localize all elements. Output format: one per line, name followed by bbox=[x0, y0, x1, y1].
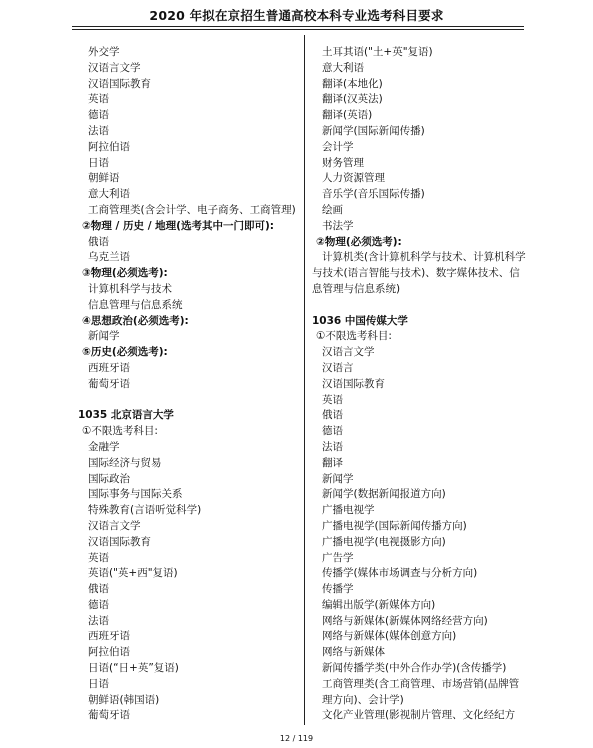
left-column-line: 汉语言文学 bbox=[88, 61, 141, 74]
right-column-line: 息管理与信息系统) bbox=[312, 282, 401, 295]
left-column-line: ④思想政治(必须选考): bbox=[82, 314, 189, 327]
right-column-line: 书法学 bbox=[322, 219, 354, 232]
right-column-line: ①不限选考科目: bbox=[316, 330, 392, 343]
left-column-line: 西班牙语 bbox=[88, 361, 130, 374]
right-column-line: 广告学 bbox=[322, 551, 354, 564]
header-rule bbox=[72, 26, 524, 27]
right-column-line: 网络与新媒体 bbox=[322, 646, 385, 659]
left-column-line: 英语("英+西"复语) bbox=[88, 567, 178, 580]
left-column-line: 德语 bbox=[88, 598, 109, 611]
right-column-line: 新闻学(数据新闻报道方向) bbox=[322, 488, 446, 501]
right-column-line: 汉语国际教育 bbox=[322, 377, 385, 390]
left-column-line: 法语 bbox=[88, 614, 109, 627]
left-column-line: ③物理(必须选考): bbox=[82, 267, 168, 280]
right-column-line: 意大利语 bbox=[322, 61, 364, 74]
left-column-line: 国际经济与贸易 bbox=[88, 456, 162, 469]
right-column-line: 与技术(语言智能与技术)、数字媒体技术、信 bbox=[312, 267, 520, 280]
left-column-line: ⑤历史(必须选考): bbox=[82, 346, 168, 359]
right-column-line: 土耳其语("土+英"复语) bbox=[322, 46, 433, 58]
left-column-line: ②物理 / 历史 / 地理(选考其中一门即可): bbox=[82, 219, 274, 232]
right-column-line: 音乐学(音乐国际传播) bbox=[322, 188, 425, 201]
left-column-line: 计算机科学与技术 bbox=[88, 282, 172, 295]
left-column-line: 乌克兰语 bbox=[88, 251, 130, 264]
page-number: 12 / 119 bbox=[279, 734, 314, 743]
left-column-line: 汉语国际教育 bbox=[88, 535, 151, 548]
left-column-line: 英语 bbox=[88, 551, 109, 564]
right-column-line: 广播电视学(电视摄影方向) bbox=[322, 535, 446, 548]
left-column-line: 俄语 bbox=[88, 235, 109, 248]
right-column-line: 翻译 bbox=[322, 456, 343, 469]
left-column-line: 俄语 bbox=[88, 583, 109, 596]
right-column-line: 翻译(英语) bbox=[322, 109, 373, 122]
left-column-line: 葡萄牙语 bbox=[88, 709, 130, 722]
left-column-line: ①不限选考科目: bbox=[82, 425, 158, 438]
header-rule-secondary bbox=[72, 29, 524, 30]
left-column-line: 工商管理类(含会计学、电子商务、工商管理) bbox=[88, 203, 296, 216]
right-column-line: 英语 bbox=[322, 393, 343, 406]
right-column-line: ②物理(必须选考): bbox=[316, 235, 402, 248]
left-column-line: 新闻学 bbox=[88, 330, 120, 343]
left-column-line: 国际事务与国际关系 bbox=[88, 488, 183, 501]
right-column-line: 汉语言 bbox=[322, 361, 354, 374]
right-column-line: 广播电视学(国际新闻传播方向) bbox=[322, 519, 467, 532]
left-column-line: 汉语言文学 bbox=[88, 519, 141, 532]
column-divider bbox=[304, 35, 305, 725]
left-column-line: 特殊教育(言语听觉科学) bbox=[88, 504, 202, 517]
right-column-line: 人力资源管理 bbox=[322, 172, 385, 185]
right-column-line: 俄语 bbox=[322, 409, 343, 422]
left-column-line: 阿拉伯语 bbox=[88, 646, 130, 659]
left-column-line: 日语(“日+英”复语) bbox=[88, 662, 179, 675]
right-column-line: 汉语言文学 bbox=[322, 346, 375, 359]
left-column-line: 法语 bbox=[88, 124, 109, 137]
left-column-line: 阿拉伯语 bbox=[88, 140, 130, 153]
left-column-line: 葡萄牙语 bbox=[88, 377, 130, 390]
left-column-line: 日语 bbox=[88, 156, 109, 169]
right-column-line: 传播学(媒体市场调查与分析方向) bbox=[322, 567, 478, 580]
right-column-line: 翻译(本地化) bbox=[322, 77, 383, 90]
right-column-line: 传播学 bbox=[322, 583, 354, 596]
right-column-line: 广播电视学 bbox=[322, 504, 375, 517]
right-column-line: 翻译(汉英法) bbox=[322, 93, 383, 106]
right-column bbox=[312, 45, 530, 724]
right-column-line: 会计学 bbox=[322, 140, 354, 153]
left-column-line: 日语 bbox=[88, 677, 109, 690]
right-column-line: 新闻传播学类(中外合作办学)(含传播学) bbox=[322, 662, 507, 675]
left-column-line: 英语 bbox=[88, 93, 109, 106]
page-title: 2020 年拟在京招生普通高校本科专业选考科目要求 bbox=[149, 8, 444, 23]
right-column-line: 计算机类(含计算机科学与技术、计算机科学 bbox=[322, 251, 526, 264]
right-column-line: 文化产业管理(影视制片管理、文化经纪方 bbox=[322, 709, 516, 722]
right-column-line: 1036 中国传媒大学 bbox=[312, 314, 408, 327]
right-column-line: 新闻学(国际新闻传播) bbox=[322, 124, 425, 137]
right-column-line: 网络与新媒体(媒体创意方向) bbox=[322, 630, 457, 643]
left-column-line: 西班牙语 bbox=[88, 630, 130, 643]
left-column-line: 国际政治 bbox=[88, 472, 130, 485]
right-column-line: 财务管理 bbox=[322, 156, 364, 169]
left-column-line bbox=[78, 393, 300, 409]
left-column bbox=[78, 45, 300, 724]
right-column-line: 网络与新媒体(新媒体网络经营方向) bbox=[322, 614, 488, 627]
right-column-line: 法语 bbox=[322, 440, 343, 453]
right-column-line: 德语 bbox=[322, 425, 343, 438]
right-column-line bbox=[312, 298, 530, 314]
right-column-line: 工商管理类(含工商管理、市场营销(品牌管 bbox=[322, 677, 520, 690]
left-column-line: 意大利语 bbox=[88, 188, 130, 201]
left-column-line: 汉语国际教育 bbox=[88, 77, 151, 90]
left-column-line: 朝鲜语 bbox=[88, 172, 120, 185]
right-column-line: 绘画 bbox=[322, 203, 343, 216]
left-column-line: 信息管理与信息系统 bbox=[88, 298, 183, 311]
right-column-line: 新闻学 bbox=[322, 472, 354, 485]
right-column-line: 理方向)、会计学) bbox=[322, 693, 404, 706]
left-column-line: 金融学 bbox=[88, 440, 120, 453]
right-column-line: 编辑出版学(新媒体方向) bbox=[322, 598, 436, 611]
left-column-line: 朝鲜语(韩国语) bbox=[88, 693, 160, 706]
left-column-line: 外交学 bbox=[88, 46, 120, 58]
left-column-line: 1035 北京语言大学 bbox=[78, 409, 174, 422]
left-column-line: 德语 bbox=[88, 109, 109, 122]
